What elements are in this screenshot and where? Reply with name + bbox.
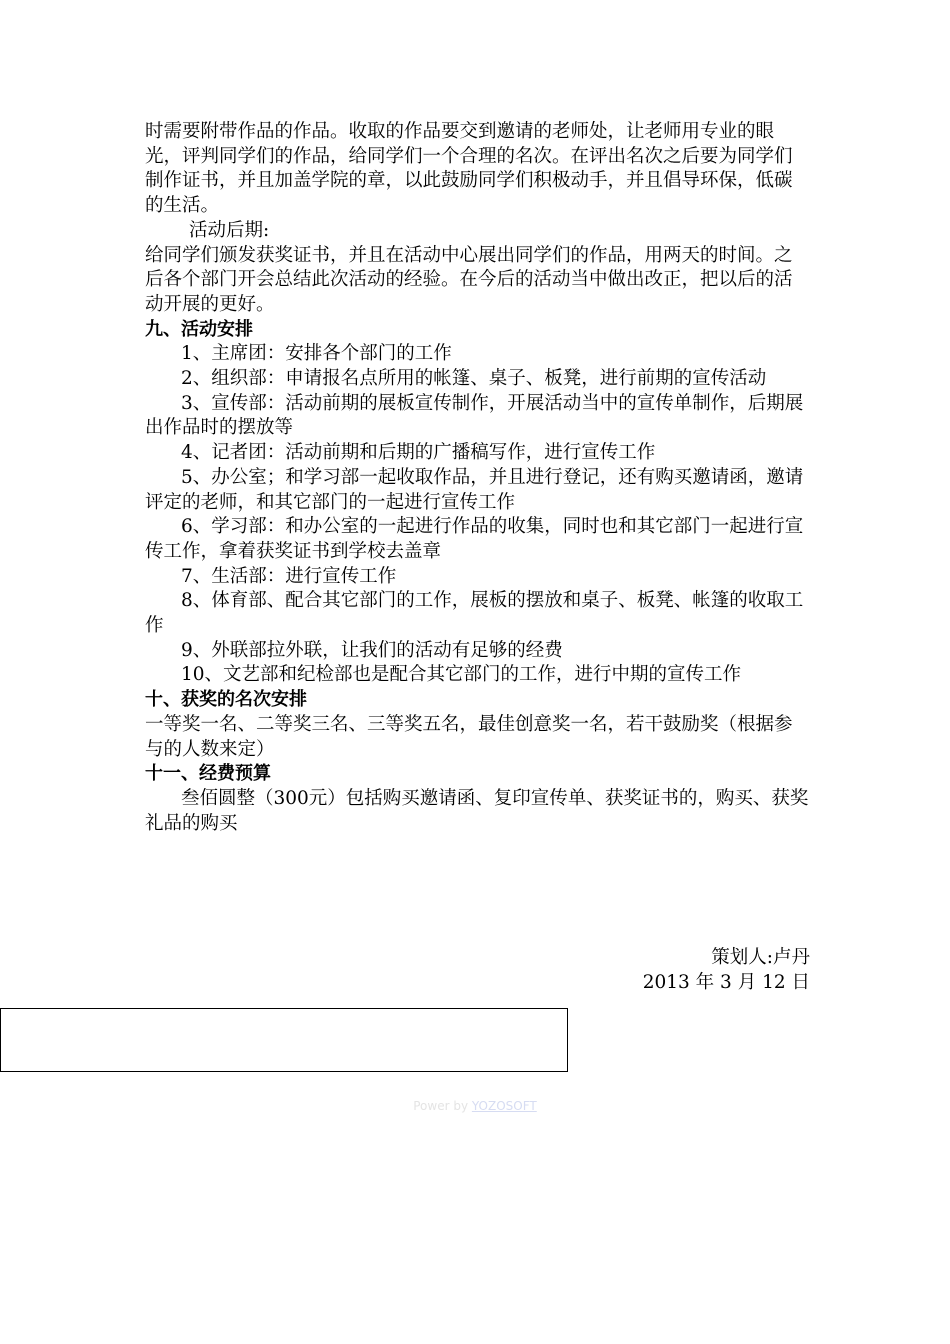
section9-item: 7、生活部：进行宣传工作 bbox=[181, 565, 397, 587]
document-body bbox=[145, 120, 810, 836]
section9-item: 1、主席团：安排各个部门的工作 bbox=[181, 343, 452, 365]
section9-heading: 九、活动安排 bbox=[145, 318, 253, 340]
watermark-prefix: Power by bbox=[413, 1099, 472, 1113]
empty-frame bbox=[0, 1008, 568, 1072]
watermark bbox=[0, 1099, 950, 1113]
post-phase-text: 给同学们颁发获奖证书，并且在活动中心展出同学们的作品，用两天的时间。之后各个部门开会总结此次活动的经验。在今后的活动当中做出改正，把以后的活动开展的更好。 bbox=[145, 244, 793, 315]
intro-paragraph: 时需要附带作品的作品。收取的作品要交到邀请的老师处，让老师用专业的眼光，评判同学们的作品，给同学们一个合理的名次。在评出名次之后要为同学们制作证书，并且加盖学院的章，以此鼓励同学们积极动手，并且倡导环保，低碳的生活。 bbox=[145, 121, 793, 217]
section10-heading: 十、获奖的名次安排 bbox=[145, 689, 307, 711]
section10-text: 一等奖一名、二等奖三名、三等奖五名，最佳创意奖一名，若干鼓励奖（根据参与的人数来定） bbox=[145, 713, 793, 760]
planner-name: 策划人:卢丹 bbox=[711, 947, 810, 968]
plan-date: 2013 年 3 月 12 日 bbox=[642, 972, 810, 993]
post-phase-label: 活动后期: bbox=[189, 219, 270, 241]
section11-text: 叁佰圆整（300元）包括购买邀请函、复印宣传单、获奖证书的，购买、获奖礼品的购买 bbox=[145, 787, 809, 834]
section11-heading: 十一、经费预算 bbox=[145, 763, 271, 785]
section9-item: 8、体育部、配合其它部门的工作，展板的摆放和桌子、板凳、帐篷的收取工作 bbox=[145, 590, 804, 637]
section9-item: 6、学习部：和办公室的一起进行作品的收集，同时也和其它部门一起进行宣传工作，拿着获奖证书到学校去盖章 bbox=[145, 516, 804, 562]
section9-item: 4、记者团：活动前期和后期的广播稿写作，进行宣传工作 bbox=[181, 442, 656, 464]
section9-item: 9、外联部拉外联，让我们的活动有足够的经费 bbox=[181, 639, 563, 661]
section9-item: 5、办公室；和学习部一起收取作品，并且进行登记，还有购买邀请函，邀请评定的老师，和其它部门的一起进行宣传工作 bbox=[145, 466, 804, 513]
signature-block bbox=[643, 945, 810, 995]
section9-item: 2、组织部：申请报名点所用的帐篷、桌子、板凳，进行前期的宣传活动 bbox=[181, 368, 767, 390]
section9-item: 3、宣传部：活动前期的展板宣传制作，开展活动当中的宣传单制作，后期展出作品时的摆放等 bbox=[145, 392, 804, 439]
section9-item: 10、文艺部和纪检部也是配合其它部门的工作，进行中期的宣传工作 bbox=[181, 664, 742, 686]
watermark-brand-link[interactable]: YOZOSOFT bbox=[471, 1099, 537, 1113]
